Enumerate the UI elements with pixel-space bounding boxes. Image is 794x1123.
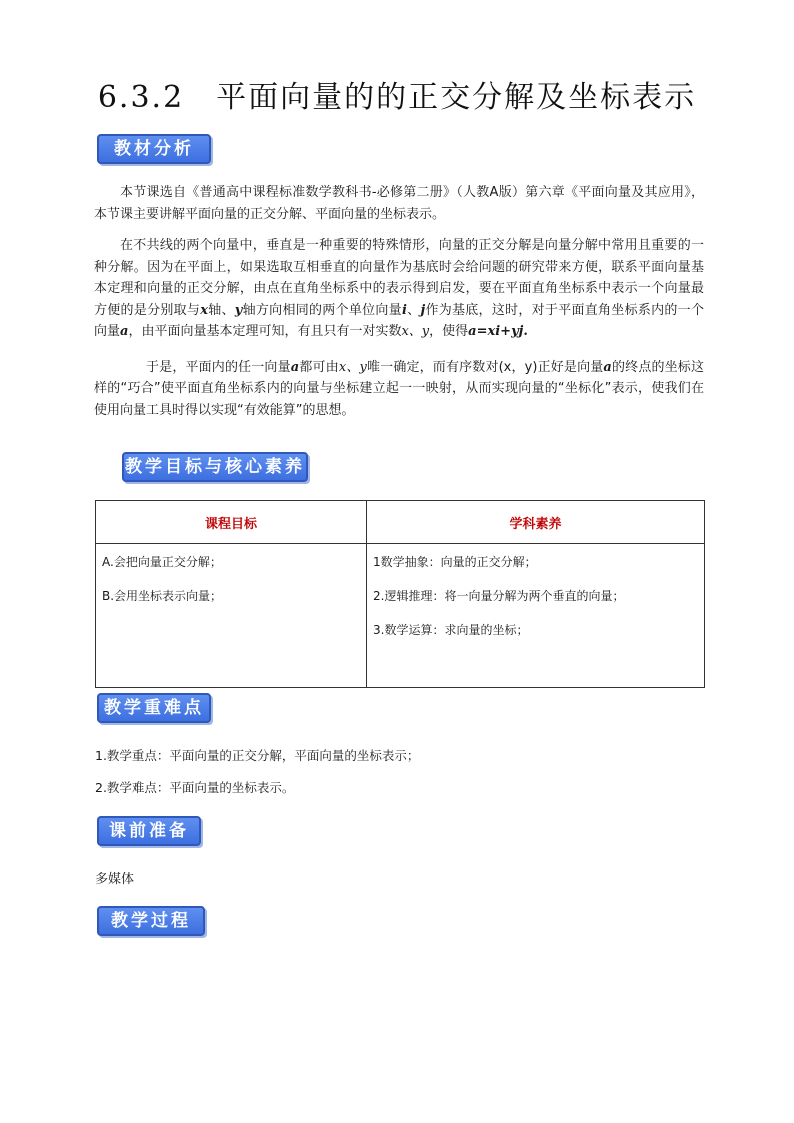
- section-heading-goals: 教学目标与核心素养: [122, 452, 308, 482]
- goals-table: [95, 500, 705, 688]
- literacy-item: 3.数学运算：求向量的坐标；: [373, 623, 529, 637]
- goals-literacy-cell: [367, 544, 705, 688]
- goals-course-cell: [96, 544, 367, 688]
- page-title: 6.3.2 平面向量的的正交分解及坐标表示: [97, 80, 697, 115]
- analysis-paragraph-2: 在不共线的两个向量中，垂直是一种重要的特殊情形，向量的正交分解是向量分解中常用且重要的一种分解。因为在平面上，如果选取互相垂直的向量作为基底时会给问题的研究带来方便，联系平面向量基本定理和向量的正交分解，由点在直角坐标系中的表示得到启发，要在平面直角坐标系中表示一个向量最方便的是分别取与x轴、y轴方向相同的两个单位向量i、j作为基底，这时，对于平面直角坐标系内的一个向量a，由平面向量基本定理可知，有且只有一对实数x、y，使得a=xi+yj.: [94, 238, 704, 339]
- goals-header-course: 课程目标: [96, 501, 367, 544]
- goal-item: A.会把向量正交分解；: [102, 555, 222, 569]
- section-heading-process: 教学过程: [97, 906, 205, 936]
- literacy-item: 1数学抽象：向量的正交分解；: [373, 555, 537, 569]
- difficult-point: 2.教学难点：平面向量的坐标表示。: [95, 780, 295, 795]
- analysis-body: [94, 182, 704, 421]
- key-point: 1.教学重点：平面向量的正交分解，平面向量的坐标表示；: [95, 748, 420, 763]
- goal-item: B.会用坐标表示向量；: [102, 589, 223, 603]
- prep-materials: 多媒体: [95, 872, 135, 887]
- section-heading-analysis: 教材分析: [97, 134, 211, 164]
- literacy-item: 2.逻辑推理：将一向量分解为两个垂直的向量；: [373, 589, 625, 603]
- section-heading-prep: 课前准备: [97, 816, 201, 846]
- analysis-paragraph-1: 本节课选自《普通高中课程标准数学教科书-必修第二册》（人教A版）第六章《平面向量及其应用》，本节课主要讲解平面向量的正交分解、平面向量的坐标表示。: [94, 185, 704, 222]
- section-heading-keypoints: 教学重难点: [97, 693, 211, 723]
- analysis-paragraph-3: 于是，平面内的任一向量a都可由x、y唯一确定，而有序数对(x，y)正好是向量a的终点的坐标这样的“巧合”使平面直角坐标系内的向量与坐标建立起一一映射，从而实现向量的“坐标化”表示，使我们在使用向量工具时得以实现“有效能算”的思想。: [94, 359, 704, 418]
- goals-header-literacy: 学科素养: [367, 501, 705, 544]
